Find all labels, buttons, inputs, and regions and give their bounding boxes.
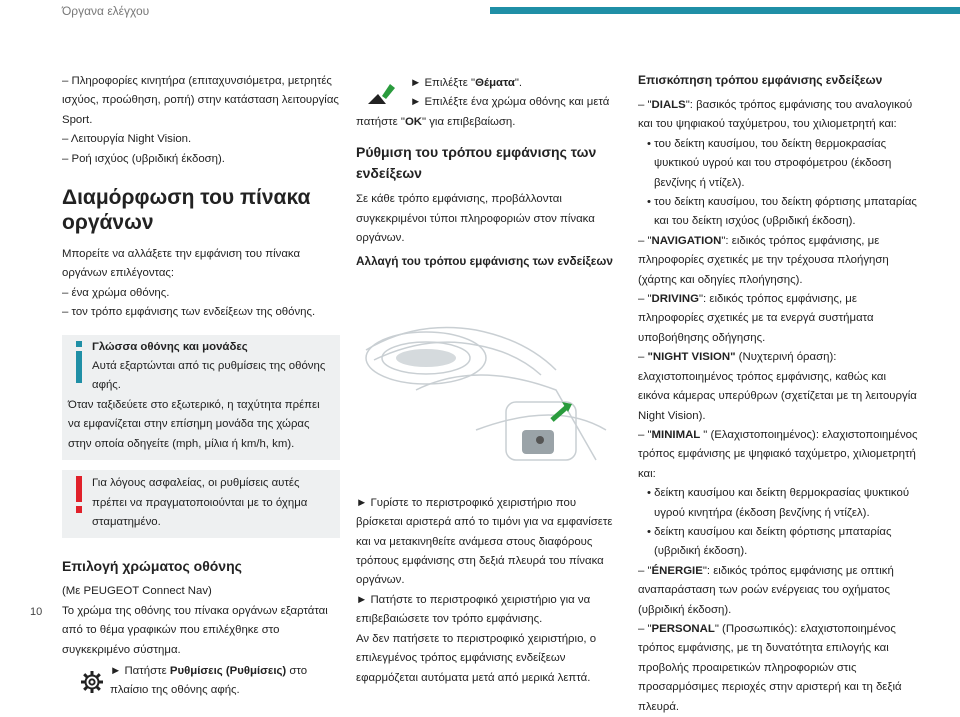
warning-text: Για λόγους ασφαλείας, οι ρυθμίσεις αυτές πρέπει να πραγματοποιούνται με το όχημα σταματημένο. — [92, 477, 308, 528]
mode-energie: – "ÉNERGIE": ειδικός τρόπος εμφάνισης με οπτική αναπαράσταση των ροών ενέργειας του οχήματος (υβριδική έκδοση). — [638, 564, 894, 616]
themes-label: Θέματα — [475, 77, 515, 89]
gear-icon — [80, 670, 104, 694]
step-text: ► Πατήστε το περιστροφικό χειριστήριο για να επιβεβαιώσετε τον τρόπο εμφάνισης. — [356, 593, 591, 626]
paragraph: Μπορείτε να αλλάξετε την εμφάνιση του πίνακα οργάνων επιλέγοντας: — [62, 248, 301, 280]
mode-bullet: • δείκτη καυσίμου και δείκτη φόρτισης μπαταρίας (υβριδική έκδοση). — [647, 525, 892, 558]
paragraph: Αν δεν πατήσετε το περιστροφικό χειριστήριο, ο επιλεγμένος τρόπος εμφάνισης ενδείξεων εφαρμόζεται αυτόματα μετά από μερικά λεπτά. — [356, 632, 597, 684]
info-text: Αυτά εξαρτώνται από τις ρυθμίσεις της οθόνης αφής. — [92, 360, 326, 392]
mode-minimal: – "MINIMAL " (Ελαχιστοποιημένος): ελαχιστοποιημένος τρόπος εμφάνισης με ψηφιακό ταχύμετρο, χιλιομετρητή και: — [638, 428, 918, 480]
mode-bullet: • του δείκτη καυσίμου, του δείκτη θερμοκρασίας ψυκτικού υγρού και του στροφόμετρου (έκδοση βενζίνης ή ντίζελ). — [647, 137, 892, 189]
mode-name: NAVIGATION — [651, 234, 722, 247]
page-header-title: Όργανα ελέγχου — [62, 4, 150, 18]
warning-box — [62, 470, 340, 538]
list-item: – τον τρόπο εμφάνισης των ενδείξεων της οθόνης. — [62, 306, 316, 319]
step-text-pre: ► Πατήστε — [110, 664, 170, 677]
page-header-bar — [490, 7, 960, 14]
mode-name: ÉNERGIE — [651, 564, 703, 577]
mode-navigation: – "NAVIGATION": ειδικός τρόπος εμφάνισης, με πληροφορίες σχετικές με την τρέχουσα πλοήγηση (χάρτης και οδηγίες πλοήγησης). — [638, 234, 889, 286]
mode-description: ": βασικός τρόπος εμφάνισης του αναλογικού και του ψηφιακού ταχύμετρου, του χιλιομετρητή και: — [638, 99, 913, 131]
step-text — [356, 113, 622, 132]
step-text: ► Γυρίστε το περιστροφικό χειριστήριο που βρίσκεται αριστερά από το τιμόνι για να εμφανίσετε και να μετακινηθείτε ανάμεσα στους διαφόρους τρόπους εμφάνισης στη δεξιά πλευρά του πίνακα οργάνων. — [356, 496, 613, 587]
paragraph: Σε κάθε τρόπο εμφάνισης, προβάλλονται συγκεκριμένοι τύποι πληροφοριών στον πίνακα οργάνων. — [356, 193, 595, 245]
theme-steps — [356, 74, 622, 132]
step-text-pre: ► Επιλέξτε " — [410, 77, 476, 89]
mode-dials: – "DIALS": βασικός τρόπος εμφάνισης του αναλογικού και του ψηφιακού ταχύμετρου, του χιλιομετρητή και: — [638, 99, 913, 131]
mode-description: ": ειδικός τρόπος εμφάνισης, με πληροφορίες σχετικές με την τρέχουσα πλοήγηση (χάρτης και οδηγίες πλοήγησης). — [638, 234, 889, 286]
pen-icon — [366, 80, 396, 106]
step-text — [110, 662, 340, 701]
mode-night-vision: – "NIGHT VISION" (Νυχτερινή όραση): ελαχιστοποιημένος τρόπος εμφάνισης, καθώς και εικόνα κάμερας υπερύθρων (σχετίζεται με τη λειτουργία Night Vision). — [638, 351, 917, 422]
mode-description: (Νυχτερινή όραση): ελαχιστοποιημένος τρόπος εμφάνισης, καθώς και εικόνα κάμερας υπερύθρων (σχετίζεται με τη λειτουργία Night Vision). — [638, 351, 917, 422]
mode-name: "NIGHT VISION" — [647, 351, 736, 364]
info-title: Γλώσσα οθόνης και μονάδες — [92, 340, 248, 353]
mode-driving: – "DRIVING": ειδικός τρόπος εμφάνισης, με πληροφορίες σχετικές με τα ενεργά συστήματα υποβοήθησης οδήγησης. — [638, 293, 874, 344]
info-box — [62, 335, 340, 460]
step-text-post: στο πλαίσιο της οθόνης αφής. — [110, 664, 308, 697]
intro-line: – Λειτουργία Night Vision. — [62, 133, 192, 146]
info-text: Όταν ταξιδεύετε στο εξωτερικό, η ταχύτητα πρέπει να εμφανίζεται στην επίσημη μονάδα της χώρας στην οποία οδηγείτε (mph, μίλια ή km/h, km). — [68, 398, 320, 450]
paragraph: (Με PEUGEOT Connect Nav) — [62, 585, 212, 598]
mode-bullet: • του δείκτη καυσίμου, του δείκτη φόρτισης μπαταρίας και του δείκτη ισχύος (υβριδική έκδοση). — [647, 196, 917, 228]
mode-name: DIALS — [651, 99, 686, 111]
info-icon — [73, 341, 85, 385]
mode-bullet: • δείκτη καυσίμου και δείκτη θερμοκρασίας ψυκτικού υγρού κινητήρα (έκδοση βενζίνης ή ντίζελ). — [647, 487, 910, 519]
mode-description: " (Ελαχιστοποιημένος): ελαχιστοποιημένος τρόπος εμφάνισης με ψηφιακό ταχύμετρο, χιλιομετρητή και: — [638, 428, 918, 480]
section-heading: Επισκόπηση τρόπου εμφάνισης ενδείξεων — [638, 73, 883, 87]
paragraph: Το χρώμα της οθόνης του πίνακα οργάνων εξαρτάται από το θέμα γραφικών που επιλέχθηκε στο συγκεκριμένο σύστημα. — [62, 604, 328, 656]
mode-description: ": ειδικός τρόπος εμφάνισης με οπτική αναπαράσταση των ροών ενέργειας του οχήματος (υβριδική έκδοση). — [638, 564, 894, 616]
subsection-heading: Αλλαγή του τρόπου εμφάνισης των ενδείξεων — [356, 254, 613, 269]
column-3 — [638, 70, 918, 717]
mode-name: MINIMAL — [651, 428, 704, 441]
settings-label: Ρυθμίσεις (Ρυθμίσεις) — [169, 664, 287, 677]
settings-step — [62, 662, 340, 701]
section-title: Διαμόρφωση του πίνακα οργάνων — [62, 186, 311, 235]
step-text-post: " για επιβεβαίωση. — [422, 115, 516, 128]
intro-line: – Πληροφορίες κινητήρα (επιταχυνσιόμετρα, μετρητές ισχύος, προώθηση, ροπή) στην κατάσταση λειτουργίας Sport. — [62, 75, 339, 126]
steering-wheel-illustration — [356, 280, 622, 480]
intro-line: – Ροή ισχύος (υβριδική έκδοση). — [62, 152, 225, 165]
ok-label: OK — [404, 115, 423, 128]
mode-description: " (Προσωπικός): ελαχιστοποιημένος τρόπος εμφάνισης, με τη δυνατότητα επιλογής και προβολής προαιρετικών πληροφοριών στις προσαρμόσιμες περιοχές στην αριστερή και τη δεξιά πλευρά. — [638, 622, 902, 713]
step-text — [410, 74, 622, 93]
warning-icon — [75, 476, 83, 514]
section-heading: Ρύθμιση του τρόπου εμφάνισης των ενδείξεων — [356, 144, 597, 182]
mode-description: ": ειδικός τρόπος εμφάνισης, με πληροφορίες σχετικές με τα ενεργά συστήματα υποβοήθησης οδήγησης. — [638, 293, 874, 344]
column-1 — [62, 72, 340, 701]
step-text-post: ". — [514, 77, 523, 89]
page-number: 10 — [30, 606, 43, 618]
section-heading: Επιλογή χρώματος οθόνης — [62, 558, 242, 575]
mode-name: DRIVING — [651, 293, 700, 306]
column-2 — [356, 74, 622, 688]
mode-name: PERSONAL — [651, 622, 715, 635]
step-text-pre: πατήστε " — [356, 115, 405, 128]
list-item: – ένα χρώμα οθόνης. — [62, 286, 170, 299]
mode-personal: – "PERSONAL" (Προσωπικός): ελαχιστοποιημένος τρόπος εμφάνισης, με τη δυνατότητα επιλογής και προβολής προαιρετικών πληροφοριών στις προσαρμόσιμες περιοχές στην αριστερή και τη δεξιά πλευρά. — [638, 622, 902, 713]
step-text: ► Επιλέξτε ένα χρώμα οθόνης και μετά — [410, 96, 610, 109]
